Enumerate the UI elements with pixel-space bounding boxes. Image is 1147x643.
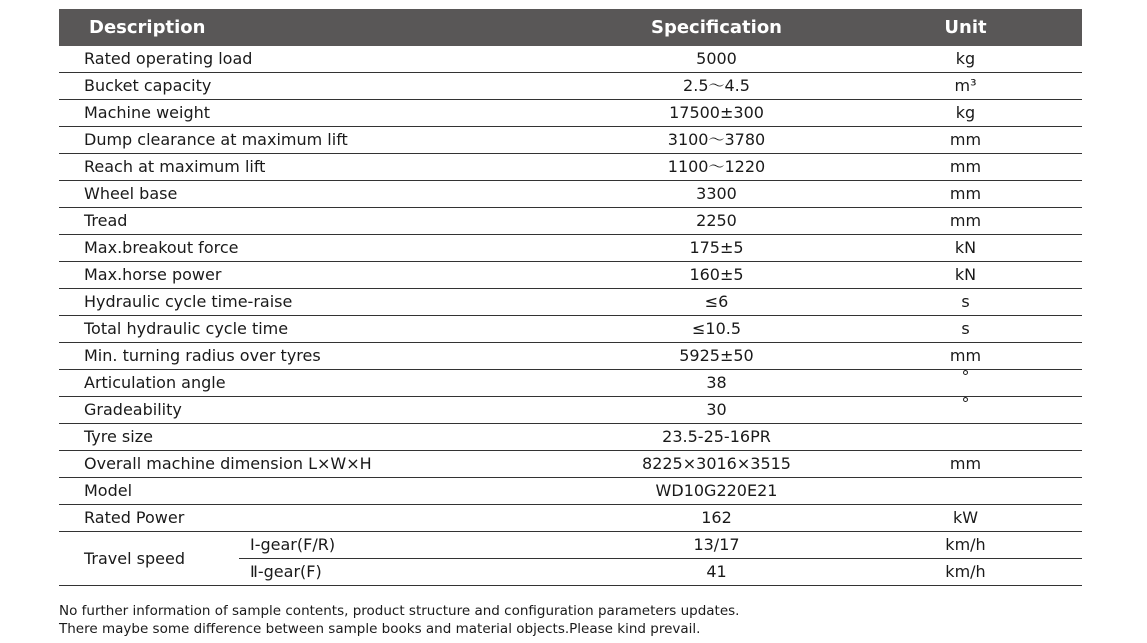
row-description: Bucket capacity xyxy=(59,73,584,100)
row-unit: kg xyxy=(849,100,1082,127)
row-unit: kg xyxy=(849,46,1082,73)
row-description: Tyre size xyxy=(59,424,584,451)
travel-speed-unit: km/h xyxy=(849,532,1082,559)
row-description: Model xyxy=(59,478,584,505)
row-unit: mm xyxy=(849,154,1082,181)
row-unit: m³ xyxy=(849,73,1082,100)
row-specification: 3300 xyxy=(584,181,849,208)
row-unit: mm xyxy=(849,208,1082,235)
row-unit: mm xyxy=(849,127,1082,154)
footnote-line-2: There maybe some difference between sample books and material objects.Please kind prevail. xyxy=(59,621,701,637)
row-unit: kN xyxy=(849,262,1082,289)
row-description: Rated operating load xyxy=(59,46,584,73)
row-specification: 23.5-25-16PR xyxy=(584,424,849,451)
table-row xyxy=(59,46,1082,73)
travel-speed-specification: 13/17 xyxy=(584,532,849,559)
travel-speed-description-cell xyxy=(59,532,584,586)
travel-speed-unit-cell xyxy=(849,532,1082,586)
travel-speed-wrap xyxy=(59,532,584,585)
table-row xyxy=(59,100,1082,127)
row-description: Max.horse power xyxy=(59,262,584,289)
row-description: Machine weight xyxy=(59,100,584,127)
row-unit: kW xyxy=(849,505,1082,532)
row-description: Dump clearance at maximum lift xyxy=(59,127,584,154)
row-specification: 17500±300 xyxy=(584,100,849,127)
row-unit: s xyxy=(849,289,1082,316)
row-specification: 38 xyxy=(584,370,849,397)
table-row xyxy=(59,424,1082,451)
travel-speed-unit: km/h xyxy=(945,562,986,581)
table-row xyxy=(59,127,1082,154)
header-unit: Unit xyxy=(849,9,1082,46)
table-body xyxy=(59,46,1082,586)
row-unit: s xyxy=(849,316,1082,343)
row-specification: 8225×3016×3515 xyxy=(584,451,849,478)
row-description: Rated Power xyxy=(59,505,584,532)
row-unit xyxy=(849,424,1082,451)
footnote xyxy=(59,602,739,638)
row-specification: 175±5 xyxy=(584,235,849,262)
row-description: Max.breakout force xyxy=(59,235,584,262)
row-description: Hydraulic cycle time-raise xyxy=(59,289,584,316)
travel-speed-spec-stack xyxy=(584,532,849,585)
row-specification: 1100～1220 xyxy=(584,154,849,181)
header-specification: Specification xyxy=(584,9,849,46)
table-row xyxy=(59,208,1082,235)
row-specification: 5925±50 xyxy=(584,343,849,370)
row-specification: ≤6 xyxy=(584,289,849,316)
row-unit: kN xyxy=(849,235,1082,262)
row-description: Wheel base xyxy=(59,181,584,208)
row-specification: 30 xyxy=(584,397,849,424)
travel-speed-gear: Ⅱ-gear(F) xyxy=(250,562,322,581)
row-description: Total hydraulic cycle time xyxy=(59,316,584,343)
table-row xyxy=(59,262,1082,289)
travel-speed-unit-stack xyxy=(849,532,1082,585)
row-specification: 2.5～4.5 xyxy=(584,73,849,100)
header-description: Description xyxy=(59,9,584,46)
table-row xyxy=(59,181,1082,208)
travel-speed-gears xyxy=(239,532,584,585)
row-unit: ° xyxy=(849,397,1082,424)
spec-table xyxy=(59,9,1082,586)
table-row xyxy=(59,235,1082,262)
travel-speed-label: Travel speed xyxy=(84,548,185,568)
row-specification: 3100～3780 xyxy=(584,127,849,154)
table-header xyxy=(59,9,1082,46)
row-specification: 5000 xyxy=(584,46,849,73)
table-row xyxy=(59,316,1082,343)
row-unit: mm xyxy=(849,343,1082,370)
row-description: Overall machine dimension L×W×H xyxy=(59,451,584,478)
row-specification: WD10G220E21 xyxy=(584,478,849,505)
row-specification: 2250 xyxy=(584,208,849,235)
table-row-travel-speed xyxy=(59,532,1082,586)
table-row xyxy=(59,289,1082,316)
row-description: Gradeability xyxy=(59,397,584,424)
header-row xyxy=(59,9,1082,46)
row-specification: 162 xyxy=(584,505,849,532)
row-description: Reach at maximum lift xyxy=(59,154,584,181)
row-description: Min. turning radius over tyres xyxy=(59,343,584,370)
travel-speed-specification: 41 xyxy=(706,562,727,581)
table-row xyxy=(59,73,1082,100)
row-specification: ≤10.5 xyxy=(584,316,849,343)
footnote-line-1: No further information of sample contents, product structure and configuration parameters updates. xyxy=(59,603,740,619)
table-row xyxy=(59,154,1082,181)
row-unit xyxy=(849,478,1082,505)
travel-speed-spec-cell xyxy=(584,532,849,586)
row-specification: 160±5 xyxy=(584,262,849,289)
table-row xyxy=(59,451,1082,478)
row-description: Articulation angle xyxy=(59,370,584,397)
travel-speed-gear: Ⅰ-gear(F/R) xyxy=(239,532,584,559)
table-row xyxy=(59,478,1082,505)
row-unit: ° xyxy=(849,370,1082,397)
row-description: Tread xyxy=(59,208,584,235)
table-row xyxy=(59,370,1082,397)
table-row xyxy=(59,397,1082,424)
table-row xyxy=(59,505,1082,532)
row-unit: mm xyxy=(849,451,1082,478)
table-row xyxy=(59,343,1082,370)
row-unit: mm xyxy=(849,181,1082,208)
